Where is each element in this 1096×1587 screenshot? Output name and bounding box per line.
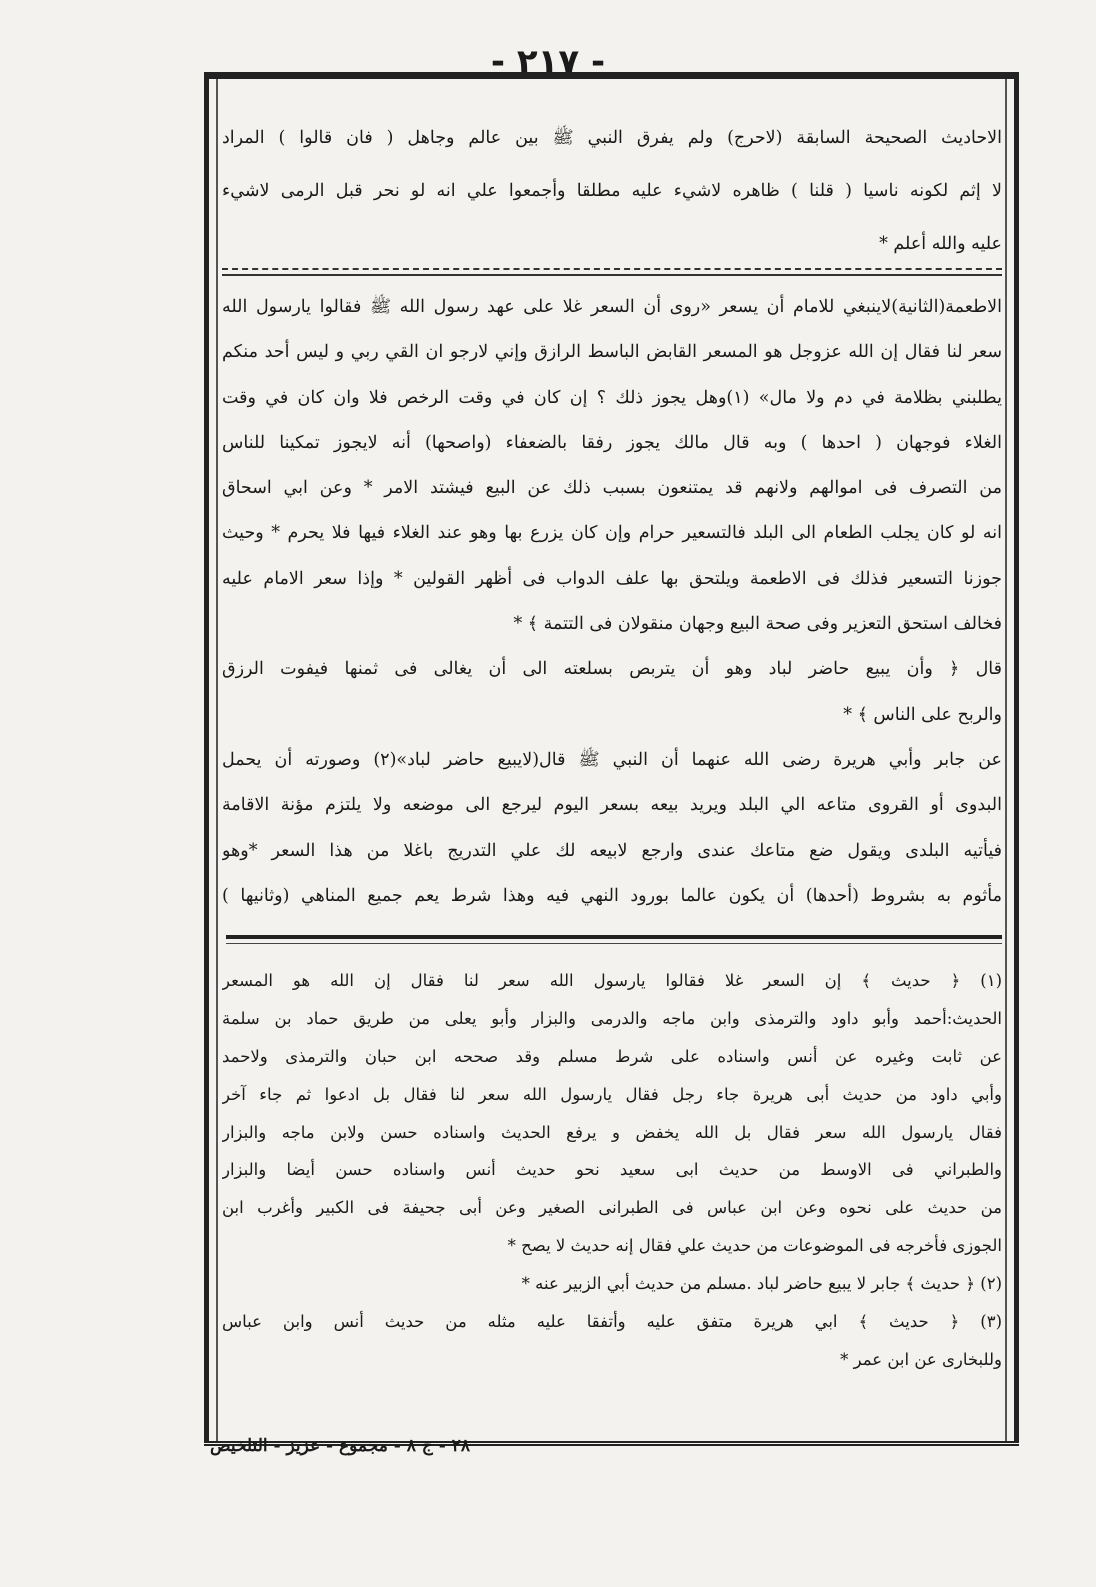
text-line: الاطعمة(الثانية)لاينبغي للامام أن يسعر «روى أن السعر غلا على عهد رسول الله ﷺ فقالوا يارسول الله <box>222 297 1002 317</box>
text-line: والربح على الناس ﴾ * <box>843 704 1002 725</box>
footnote-line: والطبراني فى الاوسط من حديث ابى سعيد نحو حديث أنس واسناده حسن أيضا والبزار <box>222 1160 1002 1180</box>
footnote-line: الجوزى فأخرجه فى الموضوعات من حديث علي فقال إنه حديث لا يصح * <box>507 1236 1002 1256</box>
text-line: يطلبني بظلامة في دم ولا مال» (١)وهل يجوز ذلك ؟ إن كان في وقت الرخص فلا وان كان في وقت <box>222 387 1002 408</box>
footnote-line: وأبي داود من حديث أبى هريرة جاء رجل فقال يارسول الله سعر لنا فقال بل ادعوا ثم جاء آخر <box>222 1084 1002 1104</box>
text-line: الاحاديث الصحيحة السابقة (لاحرج) ولم يفرق النبي ﷺ بين عالم وجاهل ( فان قالوا ) المراد <box>222 128 1002 148</box>
footnote-divider <box>226 943 1002 944</box>
footnote-line: (١) ﴿ حديث ﴾ إن السعر غلا فقالوا يارسول الله سعر لنا فقال إن الله هو المسعر <box>222 971 1002 990</box>
footnote-line: (٣) ﴿ حديث ﴾ ابي هريرة متفق عليه وأتفقا عليه مثله من حديث أنس وابن عباس <box>222 1312 1002 1332</box>
footnote-line: عن ثابت وغيره عن أنس واسناده على شرط مسلم وقد صححه ابن حبان والترمذى ولاحمد <box>222 1046 1002 1066</box>
page-number: - ٢١٧ - <box>490 42 606 82</box>
main-text <box>222 285 1002 919</box>
text-line: البدوى أو القروى متاعه الي البلد ويريد بيعه بسعر اليوم ليرجع الى موضعه ولا يلتزم مؤنة الاقامة <box>222 795 1002 816</box>
text-line: انه لو كان يجلب الطعام الى البلد فالتسعير حرام وإن كان يزرع بها وهو عند الغلاء فيها فلا يحرم * وحيث <box>222 523 1002 544</box>
text-line: فخالف استحق التعزير وفى صحة البيع وجهان منقولان فى التتمة ﴾ * <box>513 614 1002 635</box>
footnotes <box>222 962 1002 1379</box>
section-divider <box>222 274 1002 276</box>
section-divider <box>222 268 1002 270</box>
text-line: عن جابر وأبي هريرة رضى الله عنهما أن النبي ﷺ قال(لايبيع حاضر لباد»(٢) وصورته أن يحمل <box>222 749 1002 770</box>
text-line: عليه والله أعلم * <box>879 234 1002 254</box>
text-line: سعر لنا فقال إن الله عزوجل هو المسعر القابض الباسط الرازق وإني لارجو ان القي ربي و ليس أحد منكم <box>222 342 1002 363</box>
text-line: الغلاء فوجهان ( احدها ) وبه قال مالك يجوز رفقا بالضعفاء (واصحها) أنه لايجوز تمكينا للناس <box>222 432 1002 453</box>
footnote-line: الحديث:أحمد وأبو داود والترمذى وابن ماجه والدرمى والبزار وأبو يعلى من طريق حماد بن سلمة <box>222 1008 1002 1028</box>
inner-rule-right <box>1005 79 1007 1441</box>
text-line: من التصرف فى اموالهم ولانهم قد يمتنعون بسبب ذلك عن البيع فيشتد الامر * وعن ابي اسحاق <box>222 478 1002 499</box>
inner-rule-left <box>216 79 218 1441</box>
footnote-line: فقال يارسول الله سعر فقال بل الله يخفض و يرفع الحديث واسناده حسن ولابن ماجه والبزار <box>222 1122 1002 1142</box>
footnote-line: وللبخارى عن ابن عمر * <box>840 1349 1002 1369</box>
footnote-line: (٢) ﴿ حديث ﴾ جابر لا يبيع حاضر لباد .مسلم من حديث أبي الزبير عنه * <box>521 1274 1002 1294</box>
footnote-divider <box>226 935 1002 939</box>
footnote-line: من حديث على نحوه وعن ابن عباس فى الطبرانى الصغير وعن أبى جحيفة فى الكبير وأغرب ابن <box>222 1198 1002 1218</box>
text-line: مأثوم به بشروط (أحدها) أن يكون عالما بورود النهي فيه وهذا شرط يعم جميع المناهي (وثانيها ) <box>222 885 1002 906</box>
footer-signature: ٢٨ - ج ٨ - مجموع - عزيز - التلخيص <box>210 1436 470 1456</box>
top-paragraph <box>222 112 1002 271</box>
text-line: فيأتيه البلدى ويقول ضع متاعك عندى وارجع لابيعه لك علي التدريج باغلا من هذا السعر *وهو <box>222 840 1002 861</box>
text-line: جوزنا التسعير فذلك فى الاطعمة ويلتحق بها علف الدواب فى أظهر القولين * وإذا سعر الامام عليه <box>222 568 1002 589</box>
text-line: قال ﴿ وأن يبيع حاضر لباد وهو أن يتربص بسلعته الى أن يغالى فى ثمنها فيفوت الرزق <box>222 659 1002 680</box>
text-line: لا إثم لكونه ناسيا ( قلنا ) ظاهره لاشيء عليه مطلقا وأجمعوا علي انه لو نحر قبل الرمى لاشيء <box>222 181 1002 201</box>
